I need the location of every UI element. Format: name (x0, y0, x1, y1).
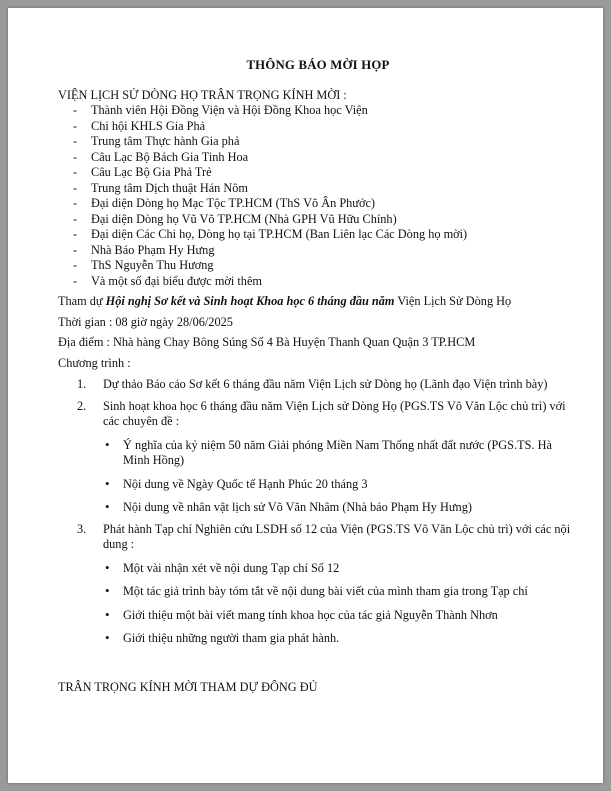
meeting-location: Địa điểm : Nhà hàng Chay Bông Súng Số 4 Bà Huyện Thanh Quan Quận 3 TP.HCM (58, 335, 476, 349)
closing-line: TRÂN TRỌNG KÍNH MỜI THAM DỰ ĐÔNG ĐỦ (58, 679, 318, 694)
list-item: - Câu Lạc Bộ Gia Phả Trẻ (73, 165, 212, 179)
invitee-list (58, 103, 578, 289)
attend-line: Tham dự Hội nghị Sơ kết và Sinh hoạt Khoa học 6 tháng đầu năm Viện Lịch Sử Dòng Họ (58, 294, 512, 308)
list-item: - Đại diện Các Chi họ, Dòng họ tại TP.HCM (Ban Liên lạc Các Dòng họ mời) (73, 227, 468, 241)
meeting-time: Thời gian : 08 giờ ngày 28/06/2025 (58, 314, 233, 329)
list-item: • Giới thiệu những người tham gia phát hành. (105, 630, 340, 645)
list-item: - Chi hội KHLS Gia Phả (73, 118, 206, 133)
list-item: • Giới thiệu một bài viết mang tính khoa học của tác giả Nguyễn Thành Nhơn (105, 606, 498, 622)
document-page (8, 8, 603, 783)
document-title: THÔNG BÁO MỜI HỌP (246, 58, 390, 72)
list-item: - Đại diện Dòng họ Mạc Tộc TP.HCM (ThS Võ Ân Phước) (73, 196, 376, 210)
sub-topic-list (103, 438, 578, 516)
program-list (58, 377, 578, 647)
list-item: - ThS Nguyễn Thu Hương (73, 258, 214, 272)
list-item: - Nhà Báo Phạm Hy Hưng (73, 242, 215, 257)
list-item: • Nội dung về nhân vật lịch sử Võ Văn Nhâm (Nhà báo Phạm Hy Hưng) (105, 499, 472, 514)
invite-heading: VIỆN LỊCH SỬ DÒNG HỌ TRÂN TRỌNG KÍNH MỜI : (58, 87, 347, 102)
list-item: • Một tác giả trình bày tóm tắt về nội dung bài viết của mình tham gia trong Tạp chí (105, 583, 528, 598)
program-item: 3. Phát hành Tạp chí Nghiên cứu LSDH số 12 của Viện (PGS.TS Võ Văn Lộc chủ trì) với các nội dung : • Một vài nhận xét về nội dung Tạp chí Số 12 • Một tác giả trình bày tóm tắt về nội dung bài viết của mình tham gia trong Tạp chí • Giới thiệu một bài viết mang tính khoa học của tác giả Nguyễn Thành Nhơn • Giới thiệu những người tham gia phát hành. (58, 522, 578, 647)
document-body (58, 58, 578, 695)
list-item: - Trung tâm Dịch thuật Hán Nôm (73, 180, 249, 195)
list-item: - Và một số đại biểu được mời thêm (73, 273, 262, 288)
list-item: • Ý nghĩa của kỷ niệm 50 năm Giải phóng Miền Nam Thống nhất đất nước (PGS.TS. Hà Minh Hồng) (105, 436, 552, 467)
list-item: - Câu Lạc Bộ Bách Gia Tinh Hoa (73, 149, 249, 164)
list-item: • Nội dung về Ngày Quốc tế Hạnh Phúc 20 tháng 3 (105, 475, 368, 491)
list-item: - Trung tâm Thực hành Gia phả (73, 134, 240, 148)
list-item: - Thành viên Hội Đồng Viện và Hội Đồng Khoa học Viện (73, 103, 368, 117)
event-name: Hội nghị Sơ kết và Sinh hoạt Khoa học 6 tháng đầu năm (105, 294, 395, 308)
list-item: • Một vài nhận xét về nội dung Tạp chí Số 12 (105, 559, 340, 575)
program-item: 2. Sinh hoạt khoa học 6 tháng đầu năm Viện Lịch sử Dòng Họ (PGS.TS Võ Văn Lộc chủ trì) với các chuyên đề : • Ý nghĩa của kỷ niệm 50 năm Giải phóng Miền Nam Thống nhất đất nước (PGS.TS. Hà Minh Hồng) • Nội dung về Ngày Quốc tế Hạnh Phúc 20 tháng 3 • Nội dung về nhân vật lịch sử Võ Văn Nhâm (Nhà báo Phạm Hy Hưng) (58, 399, 578, 516)
program-heading: Chương trình : (58, 355, 131, 370)
list-item: - Đại diện Dòng họ Vũ Võ TP.HCM (Nhà GPH Vũ Hữu Chính) (73, 211, 397, 226)
sub-topic-list (103, 561, 578, 647)
program-item: 1. Dự thảo Báo cáo Sơ kết 6 tháng đầu năm Viện Lịch sử Dòng họ (Lãnh đạo Viện trình bày) (77, 377, 548, 391)
